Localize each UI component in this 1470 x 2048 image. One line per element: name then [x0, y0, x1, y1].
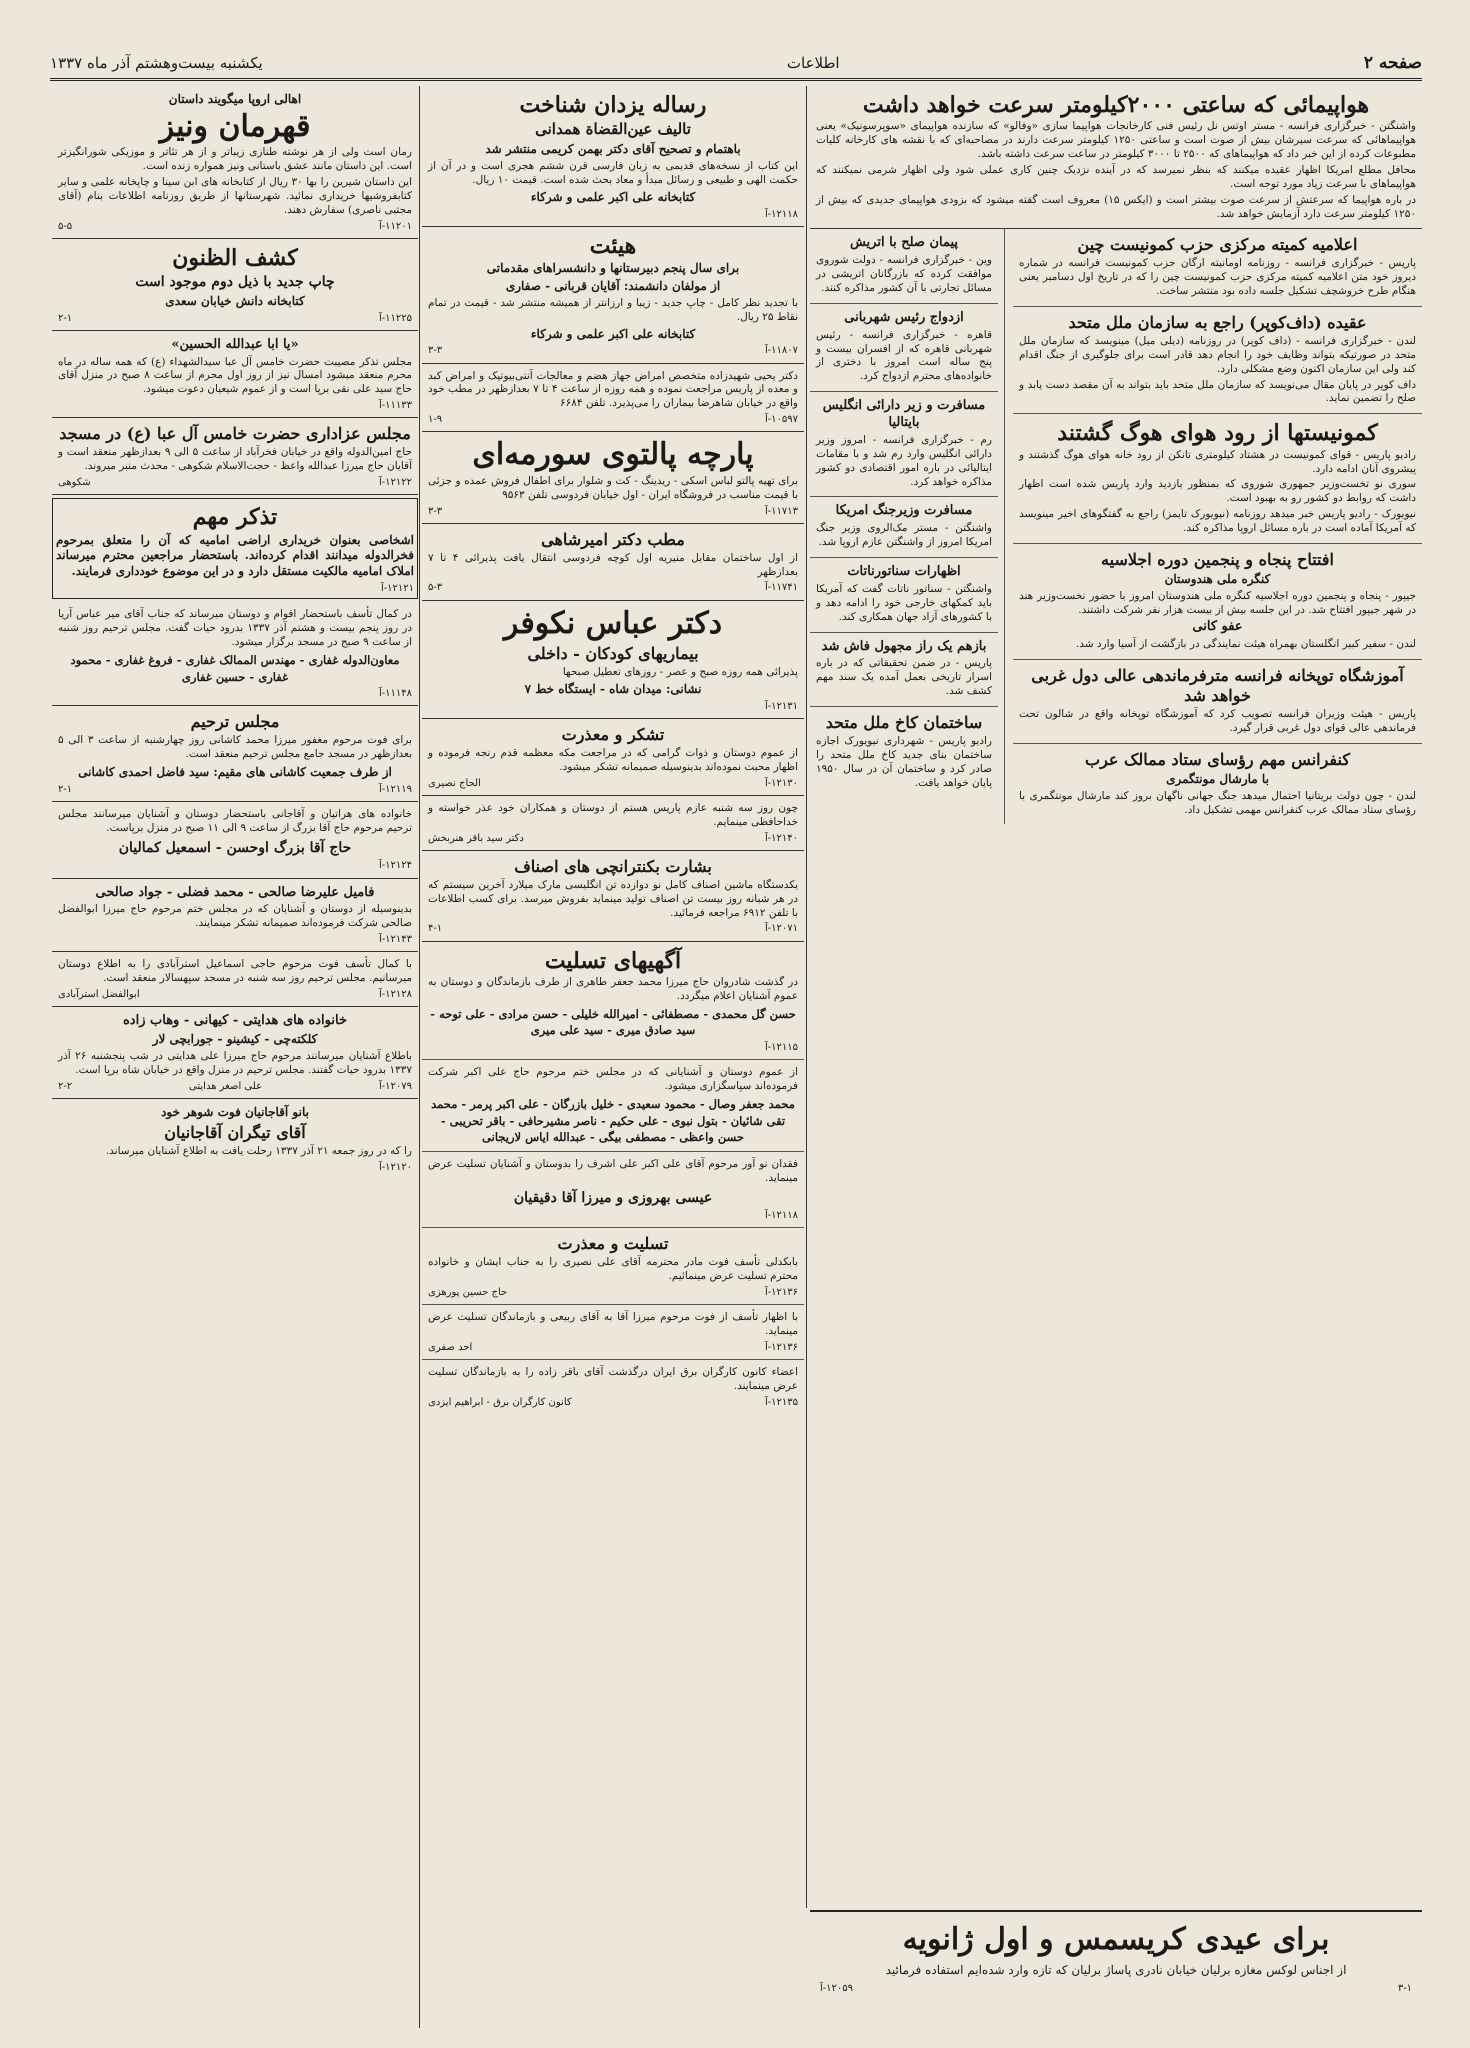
ad-text: رمان است ولی از هر نوشته طنازی زیباتر و از هر تئاتر و موزیکی شورانگیزتر است. این داستان مانند عشق باستانی ونیز همواره زنده است.	[58, 146, 412, 173]
ad-code	[58, 1080, 412, 1093]
ad-names: حسن گل محمدی - مصطفائی - امیرالله خلیلی - حسن مرادی - علی توحه - سید صادق میری - سید علی میری	[430, 1006, 796, 1038]
ad-text: این داستان شیرین را بها ۳۰ ریال از کتابخانه های ابن سینا و چاپخانه علمی و سایر کتابفروشیها خریداری نمائید. شهرستانها از طریق روزنامه اطلاعات بنام (آقای مجتبی ناصری) سفارش دهند.	[58, 176, 412, 216]
article-text: رم - خبرگزاری فرانسه - امروز وزیر دارائی انگلیس وارد رم شد و با مقامات ایتالیائی در باره امور اقتصادی دو کشور مذاکره خواهد کرد.	[816, 433, 992, 488]
ad-text: در کمال تأسف باستحضار اقوام و دوستان میرساند که جناب آقای میر عباس آریا در روز پنجم بیست و هشتم آذر ۱۳۳۷ بدرود حیات گفت. مجلس ترحیم روز شنبه از ساعت ۹ صبح در مسجد برگزار میشود.	[58, 608, 412, 649]
ad-author: تالیف عین‌القضاة همدانی	[535, 120, 691, 139]
ad-code	[58, 312, 412, 325]
headline: عقیده (داف‌کوپر) راجع به سازمان ملل متحد	[1068, 312, 1367, 332]
ad-text: از عموم دوستان و ذوات گرامی که در مراجعت مکه معظمه قدم رنجه فرموده و اظهار محبت نموده‌اند بدینوسیله صمیمانه تشکر میشود.	[428, 747, 798, 773]
ad-title: تذکر مهم	[192, 504, 278, 531]
ad-signature: عیسی بهروزی و میرزا آقا دقیقیان	[513, 1189, 713, 1206]
article-artillery	[1013, 660, 1422, 744]
ad-tigran	[52, 1099, 418, 1179]
news-side	[810, 229, 1005, 824]
page-number: صفحه ۲	[1363, 53, 1422, 73]
ad-signature: احد صفری	[428, 1342, 473, 1354]
ad-store: کتابخانه علی اکبر علمی و شرکاء	[530, 189, 696, 204]
ad-code-run: ۴-۱	[428, 923, 443, 935]
ad-treatise	[422, 86, 804, 227]
ad-subtitle: چاپ جدید با ذیل دوم موجود است	[135, 274, 335, 291]
ad-passing	[422, 1152, 804, 1228]
ad-code	[428, 413, 798, 426]
ad-code-run: ۳-۱	[1397, 1983, 1412, 1994]
ad-doctor-digestive	[422, 364, 804, 433]
article-text: محافل مطلع امریکا اظهار عقیده میکنند که بنظر نمیرسد که در آینده نزدیک چنین کاری عملی شود ولی اظهار شرمی نمیکنند که هواپیماهای با سرعت زیاد مورد توجه است.	[816, 163, 1416, 190]
ad-christmas	[810, 1910, 1422, 2030]
ad-title: پارچه پالتوی سورمه‌ای	[472, 437, 754, 473]
ad-kashf	[52, 239, 418, 331]
article-text: لندن - خبرگزاری فرانسه - (داف کوپر) در روزنامه (دیلی میل) مینویسد که سازمان ملل متحد در صورتیکه بتواند وظایف خود را انجام دهد قادر است برای جلوگیری از جنگ اقدام کند ولی این سازمان اکنون وضع مشکلی دارد.	[1019, 334, 1416, 375]
ad-thanks-honarbakhsh	[422, 796, 804, 851]
ad-store: کتابخانه دانش خیابان سعدی	[165, 293, 305, 308]
ad-code-number: ۱۱۷۴۱-آ	[764, 582, 798, 594]
ad-family	[52, 802, 418, 878]
news-main	[1013, 229, 1422, 824]
headline: عفو کانی	[1192, 619, 1243, 635]
ad-husayn	[52, 331, 418, 419]
ad-code	[810, 1979, 1422, 1998]
article-text: پاریس - خبرگزاری فرانسه - روزنامه اومانیته ارگان حزب کمونیست فرانسه در شماره دیروز خود متن اعلامیه کمیته مرکزی حزب کمونیست چین را که در تاریخ اول دسامبر یعنی هنگام طرح خروشچف تشکیل جلسه داده بود منتشر ساخت.	[1019, 257, 1416, 298]
ad-venice	[52, 86, 418, 239]
headline: کمونیستها از رود هوای هوگ گشتند	[1057, 420, 1378, 447]
headline: آموزشگاه توپخانه فرانسه مترفرماندهی عالی دول غربی خواهد شد	[1031, 666, 1404, 706]
ad-text: مجلس تذکر مصیبت حضرت خامس آل عبا سیدالشهداء (ع) که همه ساله در ماه محرم منعقد میشود امسال نیز از روز اول محرم از ساعت ۸ صبح در منزل آقای حاج سید علی نقی برپا است و از عموم شیعیان دعوت میشود.	[58, 355, 412, 396]
ad-text: در گذشت شادروان حاج میرزا محمد جعفر طاهری از طرف بازماندگان و دوستان به عموم آشنایان اعلام میگردد.	[428, 976, 798, 1002]
ad-code-number: ۱۲۱۲۲-آ	[378, 477, 412, 489]
ad-code-number: ۱۲۱۲۱-آ	[380, 583, 414, 595]
headline: اعلامیه کمیته مرکزی حزب کمونیست چین	[1077, 235, 1358, 255]
ad-title: مطب دکتر امیرشاهی	[541, 529, 685, 549]
ad-code-number: ۱۲۱۲۴-آ	[378, 860, 412, 872]
ad-text: برای فوت مرحوم مغفور میرزا محمد کاشانی روز چهارشنبه از ساعت ۳ الی ۵ بعدازظهر در مسجد جامع مجلس ترحیم منعقد است.	[58, 734, 412, 761]
article-comet	[1013, 414, 1422, 544]
ad-text: اعضاء کانون کارگران برق ایران درگذشت آقای باقر زاده را به بازماندگان تسلیت عرض مینمایند.	[428, 1366, 798, 1393]
ad-fabric	[422, 432, 804, 523]
article-arab	[1013, 744, 1422, 825]
ad-code-number: ۱۲۰۷۱-آ	[764, 923, 798, 935]
ad-code	[56, 582, 414, 595]
ad-kicker: بانو آقاجانیان فوت شوهر خود	[161, 1104, 309, 1119]
ad-code-number: ۱۲۰۷۹-آ	[378, 1080, 412, 1092]
newspaper-name: اطلاعات	[786, 54, 840, 72]
ad-code-number: ۱۱۷۱۳-آ	[764, 505, 798, 517]
ad-title: بشارت بکنترانچی های اصناف	[514, 856, 712, 876]
ad-code-run: ۳-۳	[428, 505, 443, 517]
ad-names: محمد جعفر وصال - محمود سعیدی - خلیل بازرگان - علی اکبر پرمر - محمد تقی شائیان - بتول نبوی - علی حکیم - ناصر مشیرحافی - باقر تحریبی - حسن واعظی - مصطفی بیگی - عبدالله ایاس لاریجانی	[431, 1097, 795, 1145]
ad-code-number: ۱۲۱۳۶-آ	[764, 1342, 798, 1354]
ad-haiat	[422, 227, 804, 364]
ad-code	[428, 777, 798, 790]
article-text: قاهره - خبرگزاری فرانسه - رئیس شهربانی قاهره که از افسران بیست و پنج ساله است امروز با دختری از خانواده‌های محترم ازدواج کرد.	[816, 328, 992, 383]
ad-code-number: ۱۱۸۰۷-آ	[764, 345, 798, 357]
ad-code-number: ۱۲۱۱۹-آ	[378, 783, 412, 795]
ad-code-number: ۱۱۱۳۳-آ	[378, 400, 412, 412]
ad-code	[428, 505, 798, 518]
ad-code	[428, 1341, 798, 1354]
ad-code	[428, 1209, 798, 1222]
headline: مسافرت و زیر دارائی انگلیس بایتالیا	[822, 398, 986, 431]
news-column	[810, 86, 1422, 824]
article-text: لندن - چون دولت بریتانیا احتمال میدهد جنگ جهانی ناگهان بروز کند مارشال مونتگمری با رؤسای ستاد ممالک عرب کنفرانس مهمی تشکیل داد.	[1019, 789, 1416, 816]
ad-signature: الحاج نصیری	[428, 777, 481, 789]
ad-text: دکتر یحیی شهیدزاده متخصص امراض جهاز هضم و معالجات آنتی‌بیوتیک و امراض کبد و معده از پاریس مراجعت نموده و همه روزه از ساعت ۴ تا ۷ بعدازظهر در مطب خود واقع در خیابان شاهرضا بیماران را می‌پذیرد. تلفن ۶۶۸۴	[428, 369, 798, 410]
article-text: رادیو پاریس - شهرداری نیویورک اجازه ساختمان بنای جدید کاخ ملل متحد را صادر کرد و ساختمان آن در سال ۱۹۵۰ پایان خواهد یافت.	[816, 734, 992, 789]
ad-code-number: ۱۲۱۳۶-آ	[764, 1287, 798, 1299]
ad-names: معاون‌الدوله غفاری - مهندس الممالک غفاری - فروغ غفاری - محمود غفاری - حسین غفاری	[70, 652, 400, 684]
ad-tarhim	[52, 706, 418, 802]
ad-salehi	[52, 879, 418, 953]
article-text: نیویورک - رادیو پاریس خبر میدهد روزنامه (نیویورک تایمز) راجع به گفتگوهای اخیر مینویسد که آمریکا آماده است در باره مسائل اروپا مذاکره کند.	[1019, 508, 1416, 534]
ad-code-number: ۱۰۵۹۷-آ	[764, 414, 798, 426]
ad-signature: کانون کارگران برق - ابراهیم ایزدی	[428, 1396, 572, 1408]
article-text: لندن - سفیر کبیر انگلستان بهمراه هیئت نمایندگی در بازگشت از آسیا وارد شد.	[1075, 638, 1416, 651]
ad-code-number: ۱۲۱۱۸-آ	[764, 1210, 798, 1222]
ad-code	[58, 933, 412, 946]
ad-code-run: ۱-۹	[428, 414, 443, 426]
ad-signature: علی اصغر هدایتی	[189, 1080, 263, 1092]
ad-thanks-nasiri	[422, 719, 804, 796]
subheadline: با مارشال مونتگمری	[1166, 771, 1269, 786]
headline: ساختمان کاخ ملل متحد	[825, 712, 983, 732]
ad-code-number: ۱۱۲۰۱-آ	[378, 220, 412, 232]
article-congress	[1013, 544, 1422, 660]
article-text: وین - خبرگزاری فرانسه - دولت شوروی موافقت کرده که بازرگانان اتریشی در مسائل تجارتی با آن کشور مذاکره کنند.	[816, 254, 992, 295]
article-plane	[810, 86, 1422, 229]
ad-title: تسلیت و معذرت	[557, 1234, 669, 1254]
article-communist	[1013, 229, 1422, 307]
ad-text: یکدستگاه ماشین اصناف کامل نو دوازده تن انگلیسی مارک میلارد آخرین سیستم که در هر شبانه روز بیست تن اصناف تولید مینماید بفروش میرسد. برای کسب اطلاعات با تلفن ۶۹۱۲ مراجعه فرمائید.	[428, 878, 798, 919]
ad-code-number: ۱۱۲۲۵-آ	[378, 312, 412, 324]
ad-signature: دکتر سید باقر هنربخش	[428, 832, 524, 844]
ad-text: از اول ساختمان مقابل منیریه اول کوچه فردوسی انتقال یافت پذیرائی ۴ تا ۷ بعدازظهر	[428, 551, 798, 578]
ad-code-number: ۱۲۱۳۰-آ	[764, 777, 798, 789]
ad-title: قهرمان ونیز	[159, 108, 311, 144]
ad-electric-union	[422, 1360, 804, 1414]
ad-title: هیئت	[589, 232, 637, 259]
headline: بازهم یک راز مجهول فاش شد	[821, 638, 987, 654]
ad-tasliat-2	[422, 1305, 804, 1360]
ad-title: خانواده های هدایتی - کیهانی - وهاب زاده	[122, 1013, 347, 1029]
ads-column-left	[52, 86, 418, 1179]
ad-text: اشخاصی بعنوان خریداری اراضی امامیه که آن را متعلق بمرحوم فخرالدوله میدانند اقدام کرده‌اند. باستحضار مراجعین محترم میرساند املاک امامیه مالکیت مستقل دارد و در این موضوع خودداری فرمایند.	[56, 532, 414, 579]
headline: اظهارات سناتورناتات	[847, 564, 961, 580]
ad-code-number: ۱۲۰۵۹-آ	[820, 1983, 854, 1994]
ad-code-number: ۱۱۱۴۸-آ	[378, 688, 412, 700]
ad-code-run: ۲-۱	[58, 783, 73, 795]
headline: کنفرانس مهم رؤسای ستاد ممالک عرب	[1085, 749, 1350, 769]
ad-text: پذیرائی همه روزه صبح و عصر - روزهای تعطیل صبحها	[562, 666, 798, 679]
ad-code	[428, 581, 798, 594]
article-un-view	[1013, 307, 1422, 414]
ad-subtitle: برای سال پنجم دبیرستانها و دانشسراهای مقدماتی	[486, 261, 740, 276]
column-rule-left	[419, 86, 420, 2028]
ad-majlis	[52, 418, 418, 495]
ad-title: دکتر عباس نکوفر	[503, 605, 723, 641]
headline: پیمان صلح با اتریش	[849, 235, 959, 251]
ad-code-run: ۵-۵	[58, 220, 73, 232]
article-text: واشنگتن - سناتور ناتات گفت که آمریکا باید کمکهای خارجی خود را ادامه دهد و با کشورهای آزاد جهان همکاری کند.	[816, 582, 992, 623]
news-two-column	[810, 229, 1422, 824]
headline: ازدواج رئیس شهربانی	[844, 309, 964, 325]
article-text: جیپور - پنجاه و پنجمین دوره اجلاسیه کنگره ملی هندوستان امروز با حضور نخست‌وزیر هند در شهر جیپور افتتاح شد. در این جلسه بیش از بیست هزار نفر شرکت داشتند.	[1019, 589, 1416, 616]
ad-code-number: ۱۲۱۲۰-آ	[378, 1161, 412, 1173]
ad-text: برای تهیه پالتو لباس اسکی - ریدینگ - کت و شلوار برای اطفال فروش عمده و جزئی با قیمت مناسب در فروشگاه ایران - اول خیابان فردوسی تلفن ۹۵۶۳	[428, 474, 798, 501]
ad-text: بابکدلی تأسف فوت مادر محترمه آقای علی نصیری را به جناب ایشان و خانواده محترم تسلیت عرض مینمائیم.	[428, 1256, 798, 1283]
ad-code	[58, 399, 412, 412]
ad-title: مجلس ترحیم	[190, 712, 280, 732]
ad-code-number: ۱۲۱۱۸-آ	[764, 208, 798, 220]
headline: افتتاح پنجاه و پنجمین دوره اجلاسیه	[1101, 549, 1334, 569]
ad-code	[58, 783, 412, 796]
ad-title: تشکر و معذرت	[561, 725, 665, 745]
ad-code	[58, 476, 412, 489]
ad-text: باطلاع آشنایان میرسانند مرحوم حاج میرزا علی هدایتی در شب پنجشنبه ۲۶ آذر ۱۳۳۷ بدرود حیات گفتند. مجلس ترحیم در منزل واقع در خیابان شاه برپا است.	[58, 1049, 412, 1076]
ad-title: مجلس عزاداری حضرت خامس آل عبا (ع) در مسجد	[59, 424, 411, 444]
ad-text: با اظهار تأسف از فوت مرحوم میرزا آقا به آقای ربیعی و بازماندگان تسلیت عرض مینماید.	[428, 1311, 798, 1338]
ad-code	[428, 1286, 798, 1299]
ad-code	[58, 220, 412, 233]
ad-condolence-2	[422, 1060, 804, 1152]
ad-address: نشانی: میدان شاه - ایستگاه خط ۷	[524, 682, 702, 697]
article-wedding	[810, 304, 998, 392]
ad-code	[58, 988, 412, 1001]
ad-text: با کمال تأسف فوت مرحوم حاجی اسماعیل استرآبادی را به اطلاع دوستان میرسانیم. مجلس ترحیم روز سه شنبه در مسجد سپهسالار منعقد است.	[58, 958, 412, 985]
ad-nikfar	[422, 601, 804, 719]
ad-signature: شکوهی	[58, 477, 91, 489]
ad-text: را که در روز جمعه ۲۱ آذر ۱۳۳۷ رحلت یافت به اطلاع آشنایان میرساند.	[105, 1144, 412, 1157]
article-un-building	[810, 707, 998, 797]
article-england	[810, 392, 998, 497]
ad-text: خانواده های هراتیان و آقاجانی باستحضار دوستان و آشنایان میرسانند مجلس ترحیم مرحوم حاج آقا بزرگ از ساعت ۹ الی ۱۱ صبح در منزل برپاست.	[58, 808, 412, 835]
ad-code	[428, 208, 798, 221]
article-peace	[810, 229, 998, 303]
ad-code	[58, 859, 412, 872]
ad-code-number: ۱۲۱۳۱-آ	[764, 700, 798, 712]
ad-code	[428, 1041, 798, 1054]
ad-code-run: ۲-۲	[58, 1080, 73, 1092]
column-rule-right	[806, 86, 807, 1908]
ad-signature: حاج حسین پورهزی	[428, 1287, 508, 1299]
article-secret	[810, 633, 998, 707]
ad-title: کشف الظنون	[172, 244, 298, 271]
ad-subtitle: بیماریهای کودکان - داخلی	[527, 644, 699, 664]
ad-code	[428, 1396, 798, 1409]
article-senator	[810, 558, 998, 632]
article-text: سوری نو تخست‌وزیر جمهوری شوروی که بمنظور بازدید وارد پاریس شده است اظهار داشت که روابط دو کشور رو به بهبود است.	[1019, 478, 1416, 505]
ad-text: با تجدید نظر کامل - چاپ جدید - زیبا و ارزانتر از همیشه منتشر شد - قیمت در تمام نقاط ۲۵ ریال.	[428, 296, 798, 323]
ad-code-run: ۳-۳	[428, 345, 443, 357]
article-text: واشنگتن - مستر مک‌الروی وزیر جنگ امریکا امروز از واشنگتن عازم اروپا شد.	[816, 522, 992, 549]
ad-title: برای عیدی کریسمس و اول ژانویه	[902, 1922, 1330, 1957]
ad-notice	[52, 498, 418, 599]
ad-title: آقای تیگران آقاجانیان	[164, 1122, 306, 1142]
issue-date: یکشنبه بیست‌وهشتم آذر ماه ۱۳۳۷	[50, 54, 263, 72]
article-text: پاریس - هیئت وزیران فرانسه تصویب کرد که آموزشگاه توپخانه واقع در شالون تحت فرماندهی عالی قوای دول غربی قرار گیرد.	[1019, 708, 1416, 734]
ad-text: بدینوسیله از دوستان و آشنایان که در مجلس ختم مرحوم حاج میرزا ابوالفضل صالحی شرکت فرموده‌اند صمیمانه تشکر مینمایند.	[58, 903, 412, 930]
ad-code	[428, 922, 798, 935]
ad-code	[58, 687, 412, 700]
ad-subtitle: کلکته‌چی - کیشینو - جورابچی لار	[152, 1032, 318, 1047]
ad-code-number: ۱۲۱۲۸-آ	[378, 989, 412, 1001]
headline-plane: هواپیمائی که ساعتی ۲۰۰۰کیلومتر سرعت خواهد داشت	[862, 92, 1370, 118]
ad-title: «یا ابا عبدالله الحسین»	[171, 336, 299, 352]
ad-death-aria	[52, 602, 418, 706]
ad-title: آگهیهای تسلیت	[544, 947, 682, 974]
ad-text: این کتاب از نسخه‌های قدیمی به زبان فارسی قرن ششم هجری است و در آن از حکمت الهی و طبیعی و رسائل مبدأ و معاد بحث شده است. قیمت ۱۰ ریال.	[428, 160, 798, 186]
ad-amirshahi	[422, 524, 804, 601]
article-text: داف کوپر در پایان مقال می‌نویسد که سازمان ملل متحد باید بتواند به آن مقصد دست یابد و صلح را تضمین نماید.	[1019, 378, 1416, 405]
ad-code	[428, 700, 798, 713]
subheadline: کنگره ملی هندوستان	[1164, 571, 1271, 586]
ad-condolence	[422, 942, 804, 1061]
ad-subtitle: از مولفان دانشمند: آقایان قربانی - صفاری	[505, 278, 721, 293]
ad-text: از عموم دوستان و آشنایانی که در مجلس ختم مرحوم حاج علی اکبر شرکت فرموده‌اند سپاسگزاری میشود.	[428, 1066, 798, 1093]
ad-store: کتابخانه علی اکبر علمی و شرکاء	[530, 326, 696, 341]
ad-code-number: ۱۲۱۴۳-آ	[378, 934, 412, 946]
ads-column-middle	[422, 86, 804, 1414]
article-text: پاریس - در ضمن تحقیقاتی که در باره اسرار تاریخی بعمل آمده یک سند مهم کشف شد.	[816, 657, 992, 698]
ad-code-number: ۱۲۱۳۵-آ	[764, 1396, 798, 1408]
masthead	[50, 48, 1422, 81]
ad-hedayati	[52, 1007, 418, 1099]
article-text: در باره هواپیما که سرعتش از سرعت صوت بیشتر است و (ایکس ۱۵) معروف است گفته میشود که بزودی هواپیمای جدیدی که بیش از ۱۲۵۰ کیلومتر سرعت دارد آزمایش خواهد شد.	[816, 193, 1417, 220]
ad-code-run: ۵-۳	[428, 582, 443, 594]
ad-signature: ابوالفضل استرآبادی	[58, 989, 140, 1001]
ad-text: فقدان نو آور مرحوم آقای علی اکبر علی اشرف را بدوستان و آشنایان تسلیت عرض مینماید.	[428, 1158, 798, 1184]
ad-text: از اجناس لوکس مغازه برلیان خیابان نادری پاساژ برلیان که تازه وارد شده‌ایم استفاده فرمائید	[885, 1963, 1347, 1977]
ad-code-number: ۱۲۱۱۵-آ	[764, 1042, 798, 1054]
ad-code	[428, 344, 798, 357]
article-text: رادیو پاریس - قوای کمونیست در هشتاد کیلومتری تانکن از رود خانه هوای هوگ گذشتند و پیشروی آنان ادامه دارد.	[1019, 448, 1416, 475]
ad-code	[428, 832, 798, 845]
ad-subtitle: باهتمام و تصحیح آقای دکتر بهمن کریمی منتشر شد	[485, 142, 741, 157]
article-us-minister	[810, 497, 998, 558]
ad-tasliat	[422, 1228, 804, 1305]
ad-code-number: ۱۲۱۴۰-آ	[764, 832, 798, 844]
ad-abolfazl	[52, 952, 418, 1007]
ad-title: فامیل علیرضا صالحی - محمد فضلی - جواد صالحی	[95, 884, 375, 900]
headline: مسافرت وزیرجنگ امریکا	[835, 503, 973, 519]
ad-title: رساله یزدان شناخت	[519, 92, 707, 118]
ad-pipes	[422, 851, 804, 942]
ad-kicker: اهالی اروپا میگویند داستان	[168, 92, 302, 106]
ad-text: چون روز سه شنبه عازم پاریس هستم از دوستان و همکاران خود عذر خواسته و خداحافظی مینمایم.	[428, 802, 798, 828]
ad-text: حاج امین‌الدوله واقع در خیابان فخرآباد از ساعت ۵ الی ۹ بعدازظهر منعقد است و آقایان حاج میرزا عبدالله واعظ - حجت‌الاسلام شکوهی - محدث منبر میروند.	[58, 446, 412, 473]
ad-signature: از طرف جمعیت کاشانی های مقیم: سید فاضل احمدی کاشانی	[78, 765, 392, 780]
article-text: واشنگتن - خبرگزاری فرانسه - مستر اوتس نل رئیس فنی کارخانجات هواپیما سازی «وفالو» که سازنده هواپیمای «سوپرسونیک» یعنی هواپیماهائی که سرعت سیرشان بیش از صوت است و ساعتی ۱۲۵۰ کیلومتر سرعت دارند در مصاحبه‌ای که با نقشه های کارخانه کلیات مطبوعات کرده از این خبر داد که هواپیماهای که ۲۵۰۰ تا ۳۰۰۰ کیلومتر در ساعت سرعت داشته باشد.	[816, 120, 1417, 161]
ad-signature: حاج آقا بزرگ اوحسن - اسمعیل کمالیان	[118, 839, 352, 856]
ad-code	[58, 1161, 412, 1174]
ad-code-run: ۲-۱	[58, 312, 73, 324]
